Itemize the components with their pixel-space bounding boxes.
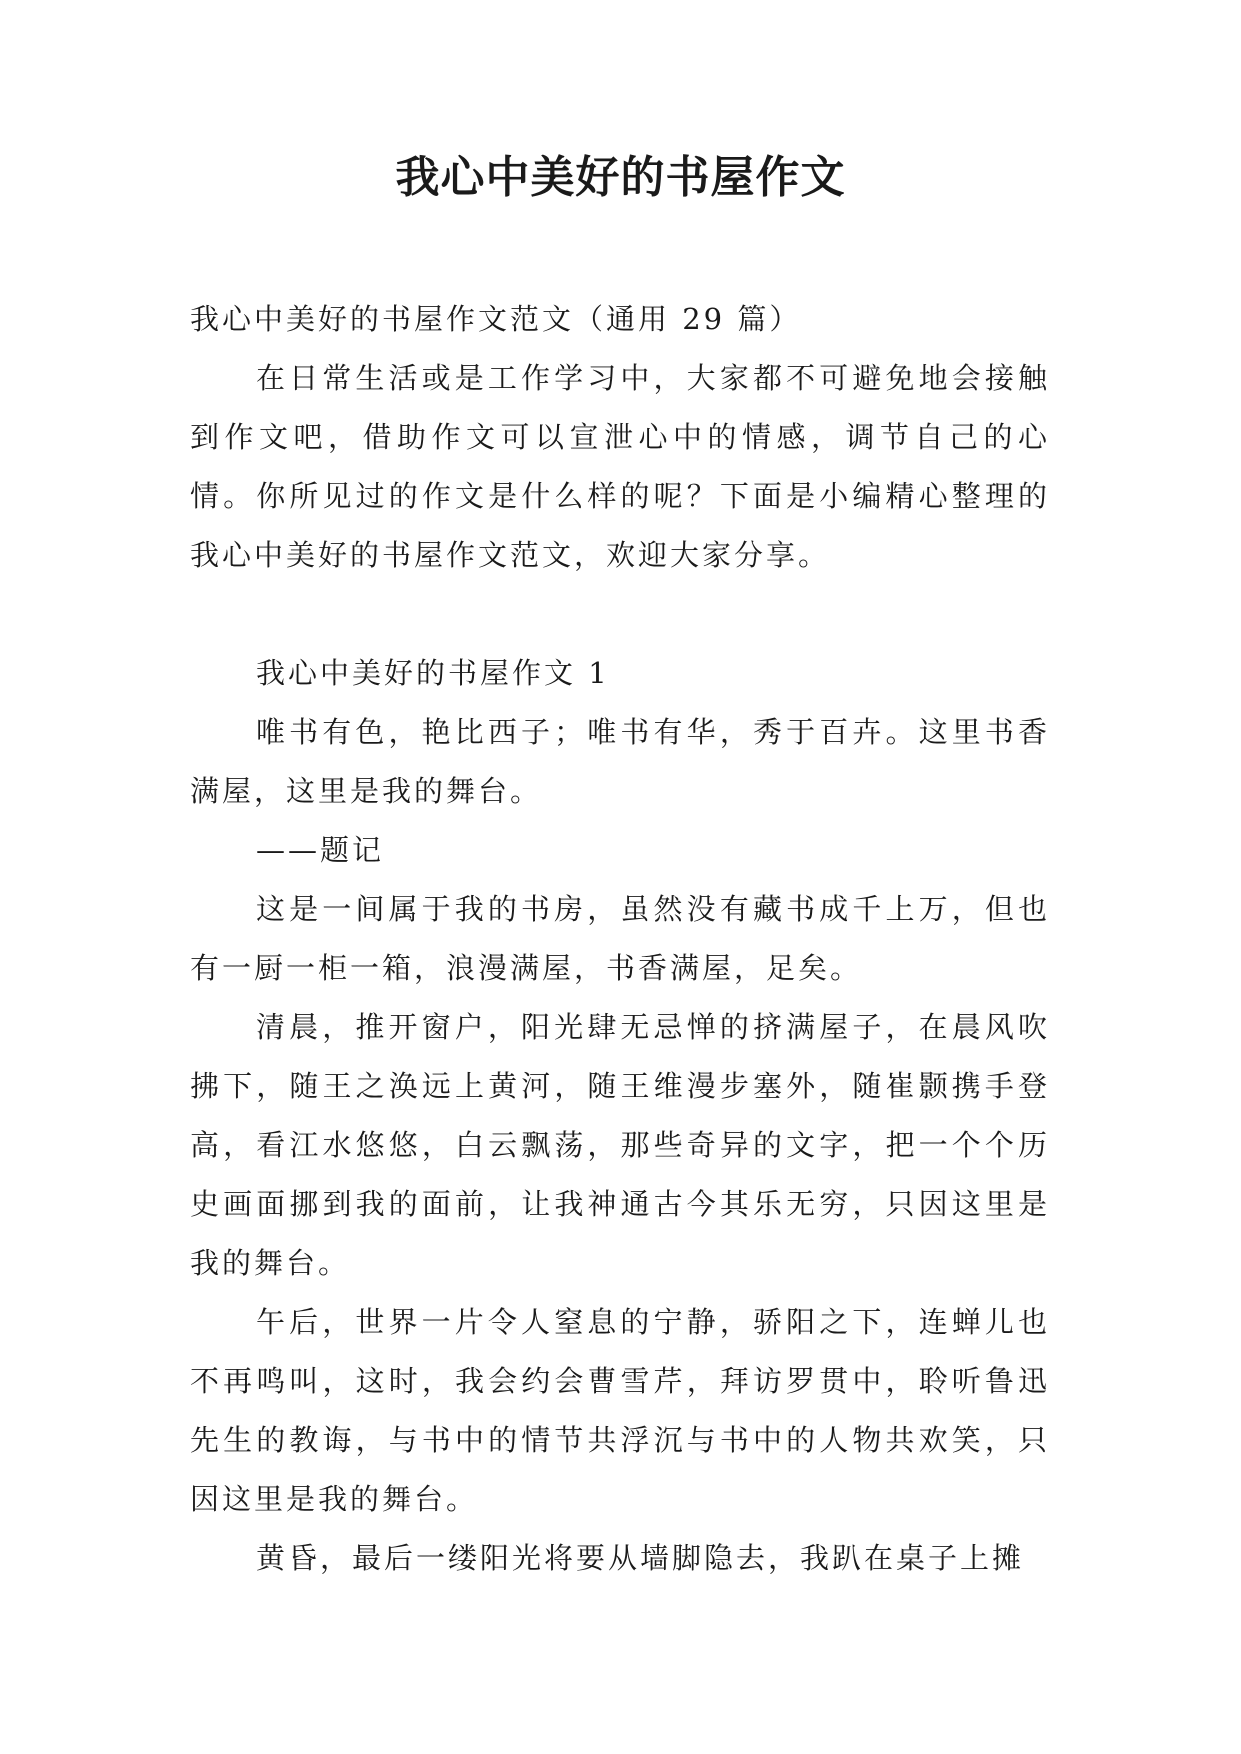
document-body <box>190 290 1050 1588</box>
section-spacer <box>190 585 1050 644</box>
essay-paragraph: 清晨，推开窗户，阳光肆无忌惮的挤满屋子，在晨风吹拂下，随王之涣远上黄河，随王维漫步塞外，随崔颢携手登高，看江水悠悠，白云飘荡，那些奇异的文字，把一个个历史画面挪到我的面前，让我神通古今其乐无穷，只因这里是我的舞台。 <box>190 1010 1050 1280</box>
document-subtitle: 我心中美好的书屋作文范文（通用 29 篇） <box>190 302 802 336</box>
essay-paragraph: 午后，世界一片令人窒息的宁静，骄阳之下，连蝉儿也不再鸣叫，这时，我会约会曹雪芹，拜访罗贯中，聆听鲁迅先生的教诲，与书中的情节共浮沉与书中的人物共欢笑，只因这里是我的舞台。 <box>190 1305 1050 1516</box>
essay-paragraph: 唯书有色，艳比西子；唯书有华，秀于百卉。这里书香满屋，这里是我的舞台。 <box>190 715 1050 808</box>
essay-heading: 我心中美好的书屋作文 1 <box>256 656 610 690</box>
essay-paragraph: 黄昏，最后一缕阳光将要从墙脚隐去，我趴在桌子上摊 <box>256 1541 1025 1575</box>
document-title: 我心中美好的书屋作文 <box>395 152 846 203</box>
intro-paragraph: 在日常生活或是工作学习中，大家都不可避免地会接触到作文吧，借助作文可以宣泄心中的情感，调节自己的心情。你所见过的作文是什么样的呢？下面是小编精心整理的我心中美好的书屋作文范文，欢迎大家分享。 <box>190 361 1050 572</box>
essay-epigraph-note: ——题记 <box>256 833 385 867</box>
essay-paragraph: 这是一间属于我的书房，虽然没有藏书成千上万，但也有一厨一柜一箱，浪漫满屋，书香满屋，足矣。 <box>190 892 1050 985</box>
